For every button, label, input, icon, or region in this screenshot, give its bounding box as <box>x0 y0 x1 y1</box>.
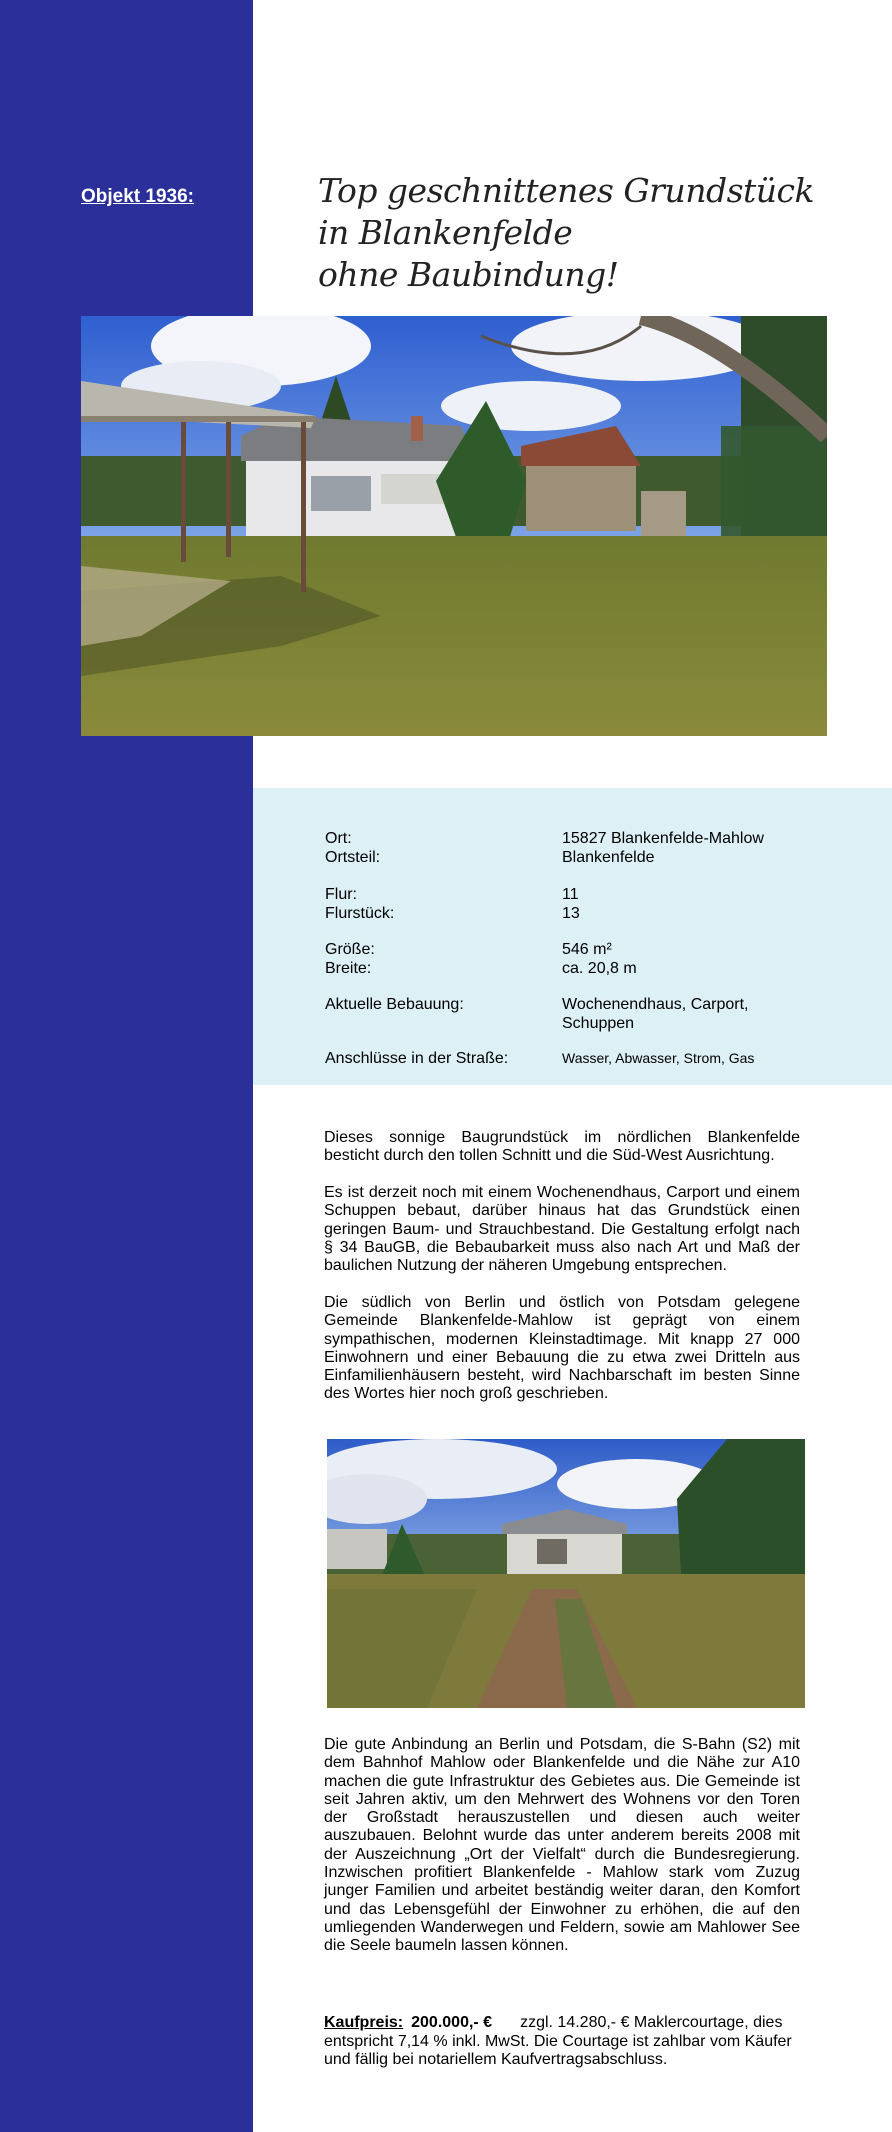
price-note: zzgl. 14.280,- € Maklercourtage, dies entspricht 7,14 % inkl. MwSt. Die Courtage ist zahlbar vom Käufer und fällig bei notariellem Kaufvertragsabschluss. <box>324 2014 792 2068</box>
description-paragraph-2: Es ist derzeit noch mit einem Wochenendhaus, Carport und einem Schuppen bebaut, darüber hinaus hat das Grundstück einen geringen Baum- und Strauchbestand. Die Gestaltung erfolgt nach § 34 BauGB, die Bebaubarkeit muss also nach Art und Maß der baulichen Nutzung der näheren Umgebung entsprechen. <box>324 1184 800 1275</box>
fact-value-flurstueck: 13 <box>562 905 580 922</box>
fact-label-flur: Flur: <box>325 886 357 903</box>
property-facts-panel <box>253 788 892 1085</box>
description-paragraph-1: Dieses sonnige Baugrundstück im nördlichen Blankenfelde besticht durch den tollen Schnitt und die Süd-West Ausrichtung. <box>324 1129 800 1165</box>
description-paragraph-4: Die gute Anbindung an Berlin und Potsdam, die S-Bahn (S2) mit dem Bahnhof Mahlow oder Blankenfelde und die Nähe zur A10 machen die gute Infrastruktur des Gebietes aus. Die Gemeinde ist seit Jahren aktiv, um den Mehrwert des Wohnens vor den Toren der Großstadt herauszustellen und diesen auch weiter auszubauen. Belohnt wurde das unter anderem bereits 2008 mit der Auszeichnung „Ort der Vielfalt“ durch die Bundesregierung. Inzwischen profitiert Blankenfelde - Mahlow stark vom Zuzug junger Familien und arbeitet beständig weiter daran, den Komfort und das Lebensgefühl der Einwohner zu erhöhen, die auf den umliegenden Wanderwegen und Feldern, sowie am Mahlower See die Seele baumeln lassen können. <box>324 1736 800 1955</box>
fact-value-ort: 15827 Blankenfelde-Mahlow <box>562 830 764 847</box>
fact-value-bebauung-line-1: Wochenendhaus, Carport, <box>562 996 749 1013</box>
fact-value-breite: ca. 20,8 m <box>562 960 637 977</box>
second-property-photo <box>327 1439 805 1708</box>
object-number-label: Objekt 1936: <box>81 186 194 207</box>
fact-value-bebauung <box>562 995 822 1033</box>
fact-label-groesse: Größe: <box>325 941 375 958</box>
main-property-photo <box>81 316 827 736</box>
fact-label-flurstueck: Flurstück: <box>325 905 395 922</box>
price-block <box>324 2014 804 2070</box>
price-label: Kaufpreis: <box>324 2014 404 2031</box>
fact-label-ort: Ort: <box>325 830 352 847</box>
price-value: 200.000,- € <box>411 2014 493 2031</box>
page-title <box>318 170 838 296</box>
title-line-1: Top geschnittenes Grundstück in Blankenfelde <box>318 171 815 252</box>
title-line-2: ohne Baubindung! <box>318 255 619 294</box>
description-paragraph-3: Die südlich von Berlin und östlich von Potsdam gelegene Gemeinde Blankenfelde-Mahlow ist geprägt von einem sympathischen, modernen Kleinstadtimage. Mit knapp 27 000 Einwohnern und einer Bebauung die zu etwa zwei Dritteln aus Einfamilienhäusern besteht, wird Nachbarschaft im besten Sinne des Wortes hier noch groß geschrieben. <box>324 1294 800 1403</box>
fact-value-flur: 11 <box>562 886 579 903</box>
fact-value-ortsteil: Blankenfelde <box>562 849 655 866</box>
fact-label-anschluesse: Anschlüsse in der Straße: <box>325 1050 509 1067</box>
fact-label-ortsteil: Ortsteil: <box>325 849 381 866</box>
fact-value-groesse: 546 m² <box>562 941 612 958</box>
fact-value-anschluesse: Wasser, Abwasser, Strom, Gas <box>562 1050 755 1066</box>
fact-value-bebauung-line-2: Schuppen <box>562 1015 635 1032</box>
fact-label-breite: Breite: <box>325 960 372 977</box>
fact-label-bebauung: Aktuelle Bebauung: <box>325 996 464 1013</box>
